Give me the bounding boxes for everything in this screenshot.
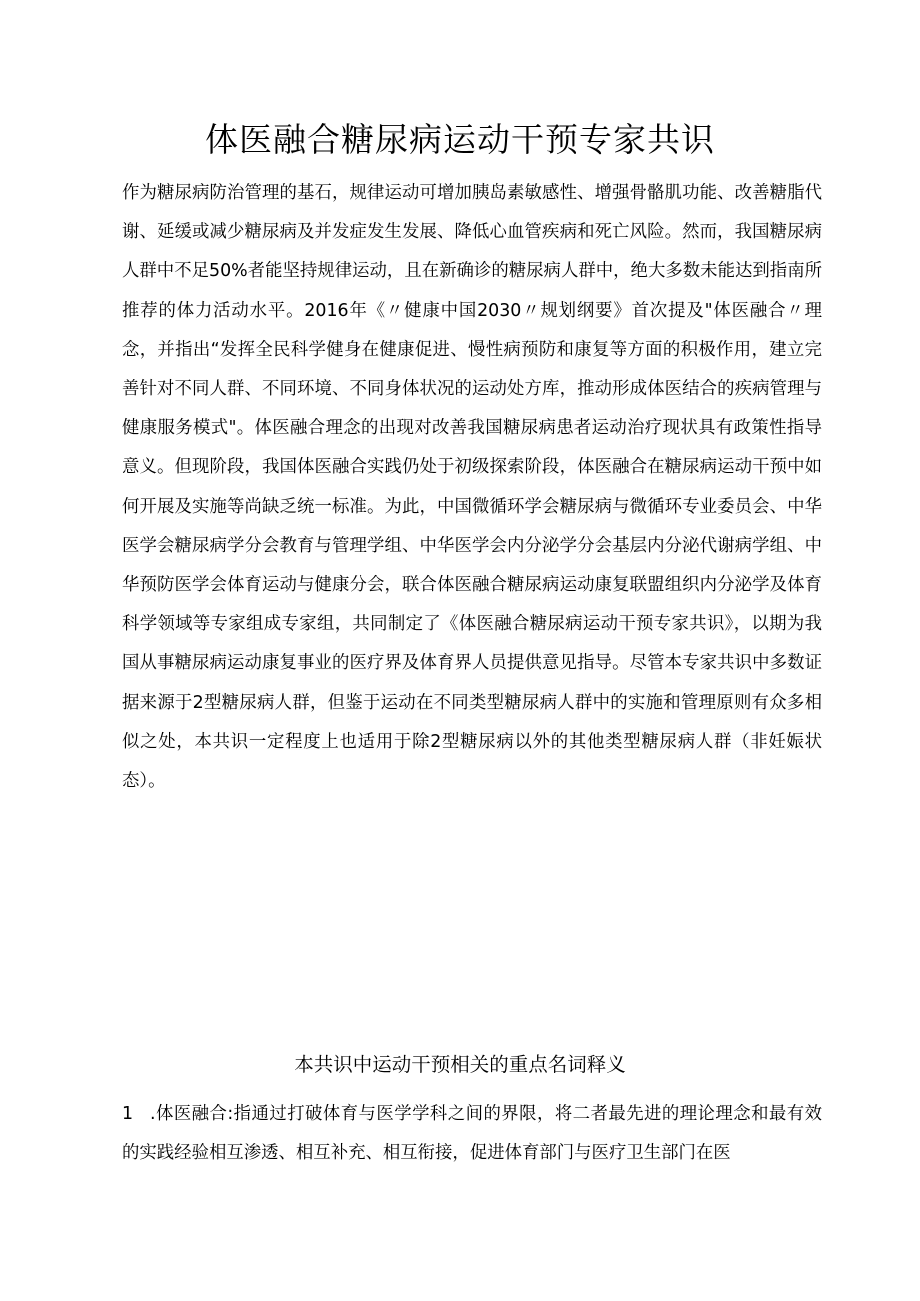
definition-text: 指通过打破体育与医学学科之间的界限，将二者最先进的理论理念和最有效的实践经验相互渗透、相互补充、相互衔接，促进体育部门与医疗卫生部门在医 <box>122 1104 822 1164</box>
document-title: 体医融合糖尿病运动干预专家共识 <box>205 120 715 159</box>
intro-paragraph: 作为糖尿病防治管理的基石，规律运动可增加胰岛素敏感性、增强骨骼肌功能、改善糖脂代谢、延缓或减少糖尿病及并发症发生发展、降低心血管疾病和死亡风险。然而，我国糖尿病人群中不足50%者能坚持规律运动，且在新确诊的糖尿病人群中，绝大多数未能达到指南所推荐的体力活动水平。2016年《〃健康中国2030〃规划纲要》首次提及"体医融合〃理念，并指出“发挥全民科学健身在健康促进、慢性病预防和康复等方面的积极作用，建立完善针对不同人群、不同环境、不同身体状况的运动处方库，推动形成体医结合的疾病管理与健康服务模式"。体医融合理念的出现对改善我国糖尿病患者运动治疗现状具有政策性指导意义。但现阶段，我国体医融合实践仍处于初级探索阶段，体医融合在糖尿病运动干预中如何开展及实施等尚缺乏统一标准。为此，中国微循环学会糖尿病与微循环专业委员会、中华医学会糖尿病学分会教育与管理学组、中华医学会内分泌学分会基层内分泌代谢病学组、中华预防医学会体育运动与健康分会，联合体医融合糖尿病运动康复联盟组织内分泌学及体育科学领域等专家组成专家组，共同制定了《体医融合糖尿病运动干预专家共识》，以期为我国从事糖尿病运动康复事业的医疗界及体育界人员提供意见指导。尽管本专家共识中多数证据来源于2型糖尿病人群，但鉴于运动在不同类型糖尿病人群中的实施和管理原则有众多相似之处，本共识一定程度上也适用于除2型糖尿病以外的其他类型糖尿病人群（非妊娠状态）。 <box>122 183 822 792</box>
definition-term: .体医融合: <box>150 1104 234 1124</box>
definition-item <box>122 1095 822 1173</box>
definition-number: 1 <box>122 1104 134 1124</box>
section-heading: 本共识中运动干预相关的重点名词释义 <box>294 1053 626 1076</box>
